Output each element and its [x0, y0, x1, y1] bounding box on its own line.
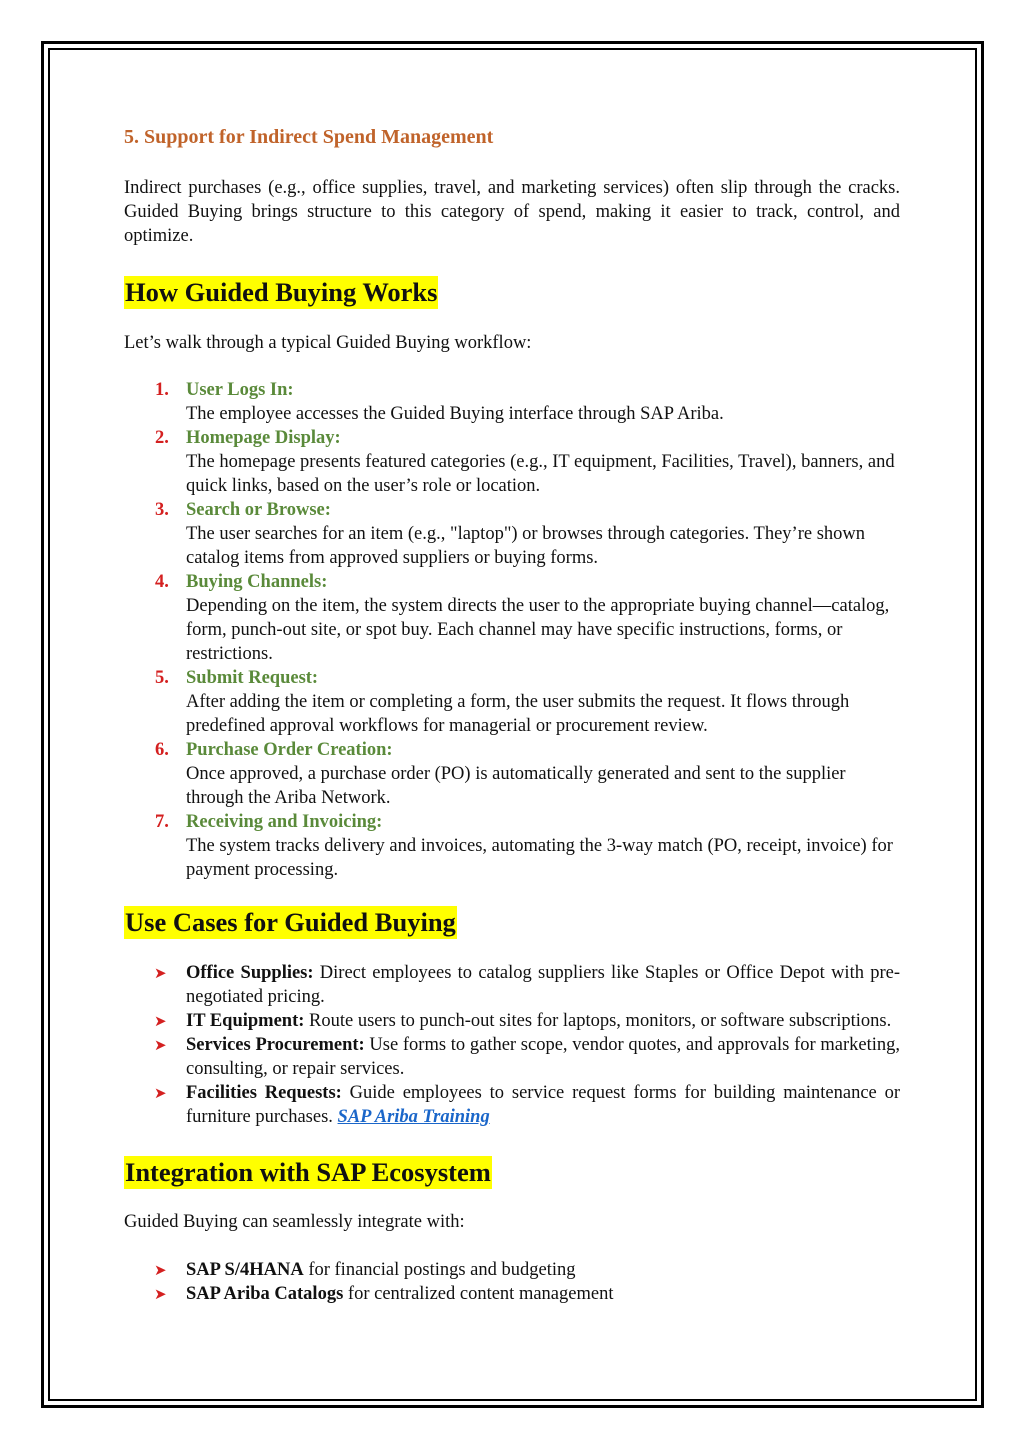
- step-item: [124, 738, 900, 810]
- step-number: 2.: [155, 428, 169, 448]
- step-desc: Once approved, a purchase order (PO) is automatically generated and sent to the supplier through the Ariba Network.: [186, 764, 846, 808]
- step-item: [124, 378, 900, 426]
- usecases-list: [124, 961, 900, 1129]
- section5-body: Indirect purchases (e.g., office supplies, travel, and marketing services) often slip through the cracks. Guided Buying brings structure to this category of spend, making it easier to track, control, and optimize.: [124, 178, 900, 246]
- step-desc: The system tracks delivery and invoices, automating the 3-way match (PO, receipt, invoice) for payment processing.: [186, 836, 893, 880]
- workflow-steps: [124, 378, 900, 882]
- arrowhead-icon: ➤: [154, 1012, 167, 1030]
- integration-intro: Guided Buying can seamlessly integrate with:: [124, 1212, 465, 1232]
- step-number: 5.: [155, 668, 169, 688]
- how-heading: How Guided Buying Works: [125, 277, 438, 307]
- step-desc: The employee accesses the Guided Buying interface through SAP Ariba.: [186, 404, 724, 424]
- step-item: [124, 426, 900, 498]
- list-item: ➤ IT Equipment: Route users to punch-out sites for laptops, monitors, or software subscriptions.: [154, 1011, 892, 1031]
- list-item: ➤ SAP S/4HANA for financial postings and budgeting: [154, 1260, 576, 1280]
- sap-ariba-training-link[interactable]: SAP Ariba Training: [337, 1107, 490, 1127]
- list-item: ➤ SAP Ariba Catalogs for centralized content management: [154, 1284, 614, 1304]
- usecases-heading: Use Cases for Guided Buying: [125, 907, 456, 937]
- step-title: Receiving and Invoicing:: [186, 812, 383, 832]
- step-number: 6.: [155, 740, 169, 760]
- document-content: [124, 122, 900, 1306]
- step-title: User Logs In:: [186, 380, 294, 400]
- step-number: 7.: [155, 812, 169, 832]
- list-item: ➤ Services Procurement: Use forms to gather scope, vendor quotes, and approvals for marketing, consulting, or repair services.: [154, 1035, 900, 1079]
- arrowhead-icon: ➤: [154, 1036, 167, 1054]
- arrowhead-icon: ➤: [154, 964, 167, 982]
- step-item: [124, 666, 900, 738]
- step-title: Homepage Display:: [186, 428, 341, 448]
- step-title: Buying Channels:: [186, 572, 328, 592]
- arrowhead-icon: ➤: [154, 1261, 167, 1279]
- integration-list: [124, 1258, 900, 1306]
- list-item: ➤ Office Supplies: Direct employees to catalog suppliers like Staples or Office Depot with pre-negotiated pricing.: [154, 963, 901, 1007]
- arrowhead-icon: ➤: [154, 1084, 167, 1102]
- section5-title: 5. Support for Indirect Spend Management: [124, 126, 494, 148]
- step-desc: Depending on the item, the system directs the user to the appropriate buying channel—catalog, form, punch-out site, or spot buy. Each channel may have specific instructions, forms, or restrictions.: [186, 596, 890, 664]
- step-item: [124, 810, 900, 882]
- step-desc: The homepage presents featured categories (e.g., IT equipment, Facilities, Travel), banners, and quick links, based on the user’s role or location.: [186, 452, 895, 496]
- step-item: [124, 498, 900, 570]
- integration-heading: Integration with SAP Ecosystem: [125, 1157, 491, 1187]
- step-title: Purchase Order Creation:: [186, 740, 393, 760]
- step-desc: After adding the item or completing a form, the user submits the request. It flows through predefined approval workflows for managerial or procurement review.: [186, 692, 850, 736]
- how-intro: Let’s walk through a typical Guided Buying workflow:: [124, 333, 532, 353]
- step-number: 3.: [155, 500, 169, 520]
- list-item: ➤ Facilities Requests: Guide employees to service request forms for building maintenance or furniture purchases. SAP Ariba Training: [154, 1083, 900, 1127]
- step-number: 4.: [155, 572, 169, 592]
- step-title: Submit Request:: [186, 668, 319, 688]
- step-item: [124, 570, 900, 666]
- step-desc: The user searches for an item (e.g., "laptop") or browses through categories. They’re shown catalog items from approved suppliers or buying forms.: [186, 524, 865, 568]
- arrowhead-icon: ➤: [154, 1285, 167, 1303]
- step-number: 1.: [155, 380, 169, 400]
- step-title: Search or Browse:: [186, 500, 331, 520]
